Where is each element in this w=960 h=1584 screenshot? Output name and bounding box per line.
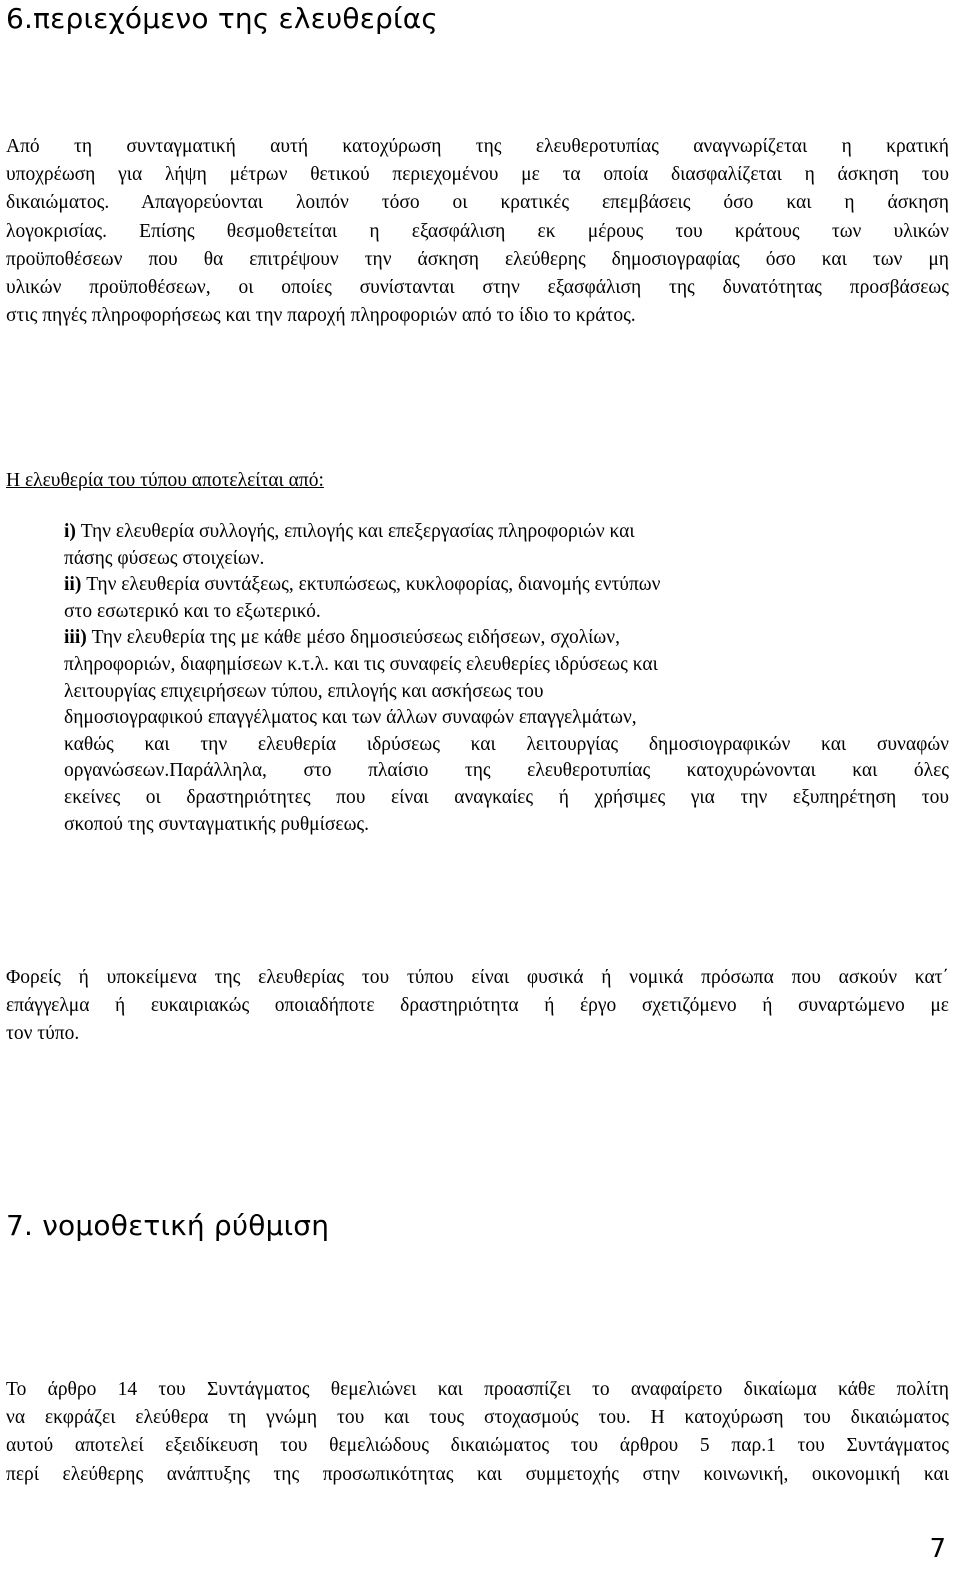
text-line: εκείνες οι δραστηριότητες που είναι αναγκαίες ή χρήσιμες για την εξυπηρέτηση του bbox=[64, 786, 949, 808]
section-7-paragraph-1 bbox=[6, 1376, 949, 1489]
text-line: πάσης φύσεως στοιχείων. bbox=[64, 547, 265, 569]
text-line: σκοπού της συνταγματικής ρυθμίσεως. bbox=[64, 813, 370, 835]
section-7-title: 7. νομοθετική ρύθμιση bbox=[6, 1209, 330, 1242]
text-line: αυτού αποτελεί εξειδίκευση του θεμελιώδους δικαιώματος του άρθρου 5 παρ.1 του Συντάγματος bbox=[6, 1435, 949, 1457]
text-line: δημοσιογραφικού επαγγέλματος και των άλλων συναφών επαγγελμάτων, bbox=[64, 707, 637, 729]
list-item-text: Την ελευθερία συλλογής, επιλογής και επεξεργασίας πληροφοριών και bbox=[75, 521, 635, 542]
list-item-iii bbox=[64, 625, 949, 838]
text-line: στο εσωτερικό και το εξωτερικό. bbox=[64, 600, 321, 622]
text-line: λειτουργίας επιχειρήσεων τύπου, επιλογής και ασκήσεως του bbox=[64, 680, 544, 702]
text-line: Φορείς ή υποκείμενα της ελευθερίας του τύπου είναι φυσικά ή νομικά πρόσωπα που ασκούν κατ΄ bbox=[6, 967, 949, 988]
list-item-i bbox=[64, 519, 949, 572]
list-item-ii bbox=[64, 572, 949, 625]
list-item-text: Την ελευθερία της με κάθε μέσο δημοσιεύσεως ειδήσεων, σχολίων, bbox=[86, 627, 620, 649]
section-6-paragraph-1 bbox=[6, 133, 949, 330]
text-line: επάγγελμα ή ευκαιριακώς οποιαδήποτε δραστηριότητα ή έργο σχετιζόμενο ή συναρτώμενο με bbox=[6, 995, 949, 1017]
section-6-paragraph-2 bbox=[6, 964, 949, 1049]
text-line: στις πηγές πληροφορήσεως και την παροχή πληροφοριών από το ίδιο το κράτος. bbox=[6, 305, 636, 327]
text-line: δικαιώματος. Απαγορεύονται λοιπόν τόσο οι κρατικές επεμβάσεις όσο και η άσκηση bbox=[6, 192, 949, 214]
text-line: οργανώσεων.Παράλληλα, στο πλαίσιο της ελευθεροτυπίας κατοχυρώνονται και όλες bbox=[64, 760, 949, 782]
text-line: υλικών προϋποθέσεων, οι οποίες συνίστανται στην εξασφάλιση της δυνατότητας προσβάσεως bbox=[6, 276, 949, 298]
list-item-text: Την ελευθερία συντάξεως, εκτυπώσεως, κυκλοφορίας, διανομής εντύπων bbox=[81, 574, 661, 596]
text-line: καθώς και την ελευθερία ιδρύσεως και λειτουργίας δημοσιογραφικών και συναφών bbox=[64, 733, 949, 755]
list-item-first-line bbox=[64, 519, 949, 546]
text-line: Το άρθρο 14 του Συντάγματος θεμελιώνει και προασπίζει το αναφαίρετο δικαίωμα κάθε πολίτη bbox=[6, 1379, 949, 1400]
section-6-title: 6.περιεχόμενο της ελευθερίας bbox=[6, 2, 438, 35]
list-marker: iii) bbox=[64, 627, 87, 649]
page-number: 7 bbox=[929, 1534, 946, 1564]
press-freedom-subheading: Η ελευθερία του τύπου αποτελείται από: bbox=[6, 470, 324, 491]
text-line: υποχρέωση για λήψη μέτρων θετικού περιεχομένου με τα οποία διασφαλίζεται η άσκηση του bbox=[6, 164, 949, 186]
list-item-first-line bbox=[64, 625, 949, 652]
text-line: πληροφοριών, διαφημίσεων κ.τ.λ. και τις συναφείς ελευθερίες ιδρύσεως και bbox=[64, 653, 658, 675]
list-item-first-line bbox=[64, 572, 949, 599]
text-line: προϋποθέσεων που θα επιτρέψουν την άσκηση ελεύθερης δημοσιογραφίας όσο και των μη bbox=[6, 248, 949, 270]
text-line: λογοκρισίας. Επίσης θεσμοθετείται η εξασφάλιση εκ μέρους του κράτους των υλικών bbox=[6, 220, 949, 242]
text-line: Από τη συνταγματική αυτή κατοχύρωση της ελευθεροτυπίας αναγνωρίζεται η κρατική bbox=[6, 136, 949, 157]
text-line: τον τύπο. bbox=[6, 1023, 80, 1045]
freedom-components-list bbox=[64, 519, 949, 838]
text-line: να εκφράζει ελεύθερα τη γνώμη του και τους στοχασμούς του. Η κατοχύρωση του δικαιώματος bbox=[6, 1407, 949, 1429]
text-line: περί ελεύθερης ανάπτυξης της προσωπικότητας και συμμετοχής στην κοινωνική, οικονομική και bbox=[6, 1463, 949, 1485]
list-marker: i) bbox=[64, 521, 76, 542]
list-marker: ii) bbox=[64, 574, 82, 596]
